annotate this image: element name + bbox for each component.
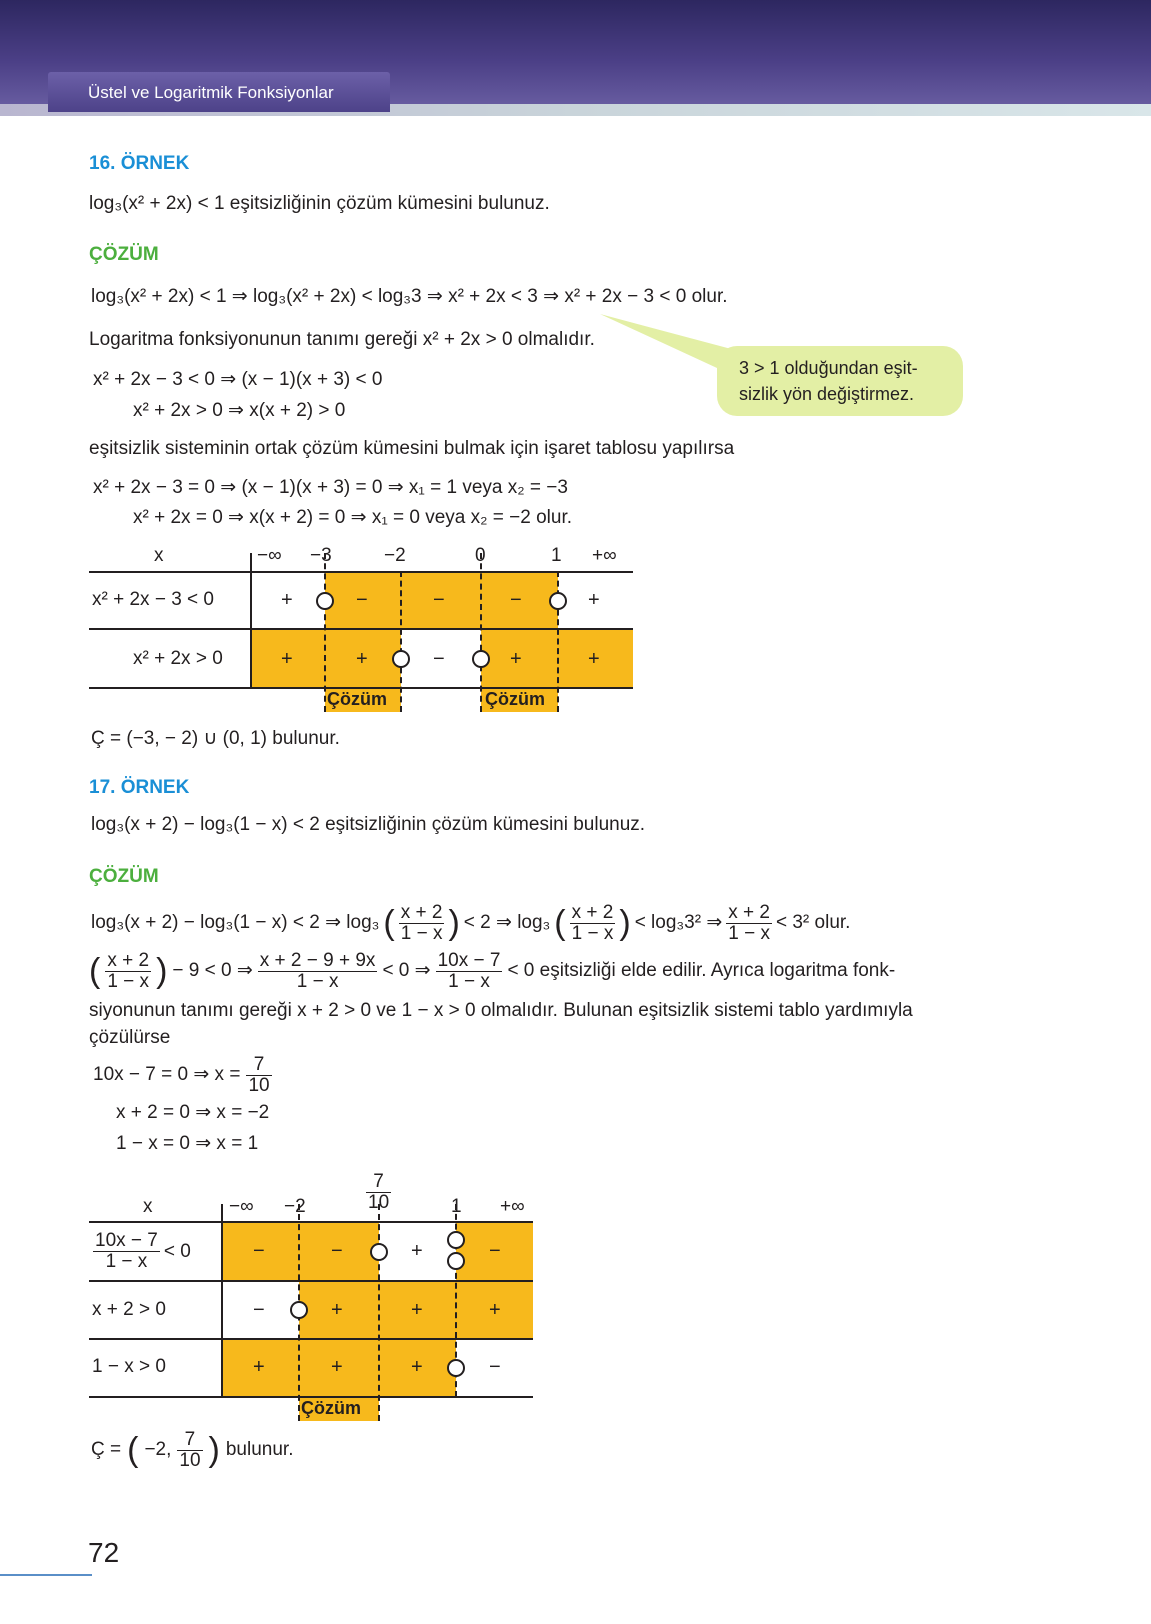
- ex17-eq-2: x + 2 = 0 ⇒ x = −2: [116, 1102, 270, 1123]
- example-17-question: log₃(x + 2) − log₃(1 − x) < 2 eşitsizliğinin çözüm kümesini bulunuz.: [91, 814, 646, 835]
- paren-close: ): [156, 952, 168, 990]
- side-note-line-2: sizlik yön değiştirmez.: [739, 384, 915, 404]
- section-title: Üstel ve Logaritmik Fonksiyonlar: [88, 83, 334, 102]
- point-label: −2: [284, 1196, 306, 1217]
- denominator: 1 − x: [728, 922, 770, 944]
- sign: +: [510, 648, 522, 670]
- ex17-l1c: < log₃3² ⇒: [634, 912, 723, 933]
- sign: −: [489, 1356, 501, 1378]
- example-16-title: 16. ÖRNEK: [89, 153, 190, 174]
- row-label-tail: < 0: [163, 1240, 191, 1262]
- page-number: 72: [88, 1537, 120, 1568]
- dashed-guide: [378, 1204, 380, 1421]
- point-label: +∞: [592, 545, 617, 566]
- sign: +: [588, 589, 600, 611]
- paren-close: ): [208, 1431, 220, 1469]
- open-circle: [447, 1359, 465, 1377]
- side-note-line-1: 3 > 1 olduğundan eşit-: [739, 358, 918, 378]
- ex17-line-4: çözülürse: [89, 1027, 171, 1048]
- sign: −: [253, 1299, 265, 1321]
- sign: +: [356, 648, 368, 670]
- sign: +: [331, 1299, 343, 1321]
- point-label: 0: [475, 545, 486, 566]
- sign: +: [253, 1356, 265, 1378]
- denominator: 1 − x: [107, 970, 150, 992]
- x-label: x: [154, 545, 164, 566]
- numerator: 7: [246, 1055, 271, 1076]
- ex16-line-1: log₃(x² + 2x) < 1 ⇒ log₃(x² + 2x) < log₃3 ⇒ x² + 2x < 3 ⇒ x² + 2x − 3 < 0 olur.: [91, 286, 728, 307]
- sign: +: [281, 589, 293, 611]
- denominator: 1 − x: [448, 970, 490, 992]
- row-label: 1 − x > 0: [92, 1356, 166, 1377]
- point-label: −3: [310, 545, 332, 566]
- point-label: 1: [451, 1196, 462, 1217]
- open-circle: [290, 1301, 308, 1319]
- table-divider: [221, 1204, 223, 1397]
- sign: −: [489, 1240, 501, 1262]
- point-label: +∞: [500, 1196, 525, 1217]
- ex16-line-6: x² + 2x − 3 = 0 ⇒ (x − 1)(x + 3) = 0 ⇒ x₁ = 1 veya x₂ = −3: [93, 477, 568, 498]
- numerator: 10x − 7: [95, 1230, 158, 1251]
- example-16-solution-title: ÇÖZÜM: [89, 244, 159, 265]
- solution-label: Çözüm: [327, 689, 387, 709]
- sign: −: [433, 648, 445, 670]
- table-rule: [89, 1280, 533, 1282]
- point-label: −∞: [229, 1196, 254, 1217]
- paren-close: ): [448, 904, 460, 942]
- point-label: −∞: [257, 545, 282, 566]
- sign: +: [331, 1356, 343, 1378]
- fraction: [366, 1172, 391, 1213]
- ex17-line-3: siyonunun tanımı gereği x + 2 > 0 ve 1 − x > 0 olmalıdır. Bulunan eşitsizlik sistemi tablo yardımıyla: [89, 1000, 913, 1021]
- sign: +: [411, 1299, 423, 1321]
- page-number-rule: [0, 1574, 92, 1576]
- sign: +: [588, 648, 600, 670]
- numerator: 7: [177, 1430, 202, 1451]
- open-circle: [370, 1243, 388, 1261]
- ex17-l1d: < 3² olur.: [775, 912, 851, 933]
- solution-label: Çözüm: [485, 689, 545, 709]
- ex16-line-5: eşitsizlik sisteminin ortak çözüm kümesini bulmak için işaret tablosu yapılırsa: [89, 438, 735, 459]
- ex17-l2a: − 9 < 0 ⇒: [172, 960, 253, 981]
- result-value: −2,: [144, 1439, 172, 1460]
- table-rule: [89, 1221, 533, 1223]
- row-label: x + 2 > 0: [92, 1299, 166, 1320]
- ex17-l1b: < 2 ⇒ log₃: [463, 912, 551, 933]
- ex17-l1a: log₃(x + 2) − log₃(1 − x) < 2 ⇒ log₃: [91, 912, 380, 933]
- sign: −: [433, 589, 445, 611]
- ex16-line-7: x² + 2x = 0 ⇒ x(x + 2) = 0 ⇒ x₁ = 0 veya x₂ = −2 olur.: [133, 507, 573, 528]
- row-label: x² + 2x > 0: [133, 648, 223, 669]
- denominator: 10: [179, 1449, 201, 1471]
- paren-open: (: [554, 904, 566, 942]
- ex17-l2c: < 0 eşitsizliği elde edilir. Ayrıca logaritma fonk-: [507, 960, 896, 981]
- x-label: x: [143, 1196, 153, 1217]
- point-label: −2: [384, 545, 406, 566]
- ex16-result: Ç = (−3, − 2) ∪ (0, 1) bulunur.: [91, 728, 340, 749]
- paren-open: (: [383, 904, 395, 942]
- numerator: x + 2: [728, 901, 770, 923]
- paren-close: ): [619, 904, 631, 942]
- numerator: 10x − 7: [437, 949, 501, 971]
- denominator: 1 − x: [571, 922, 614, 944]
- eq1-text: 10x − 7 = 0 ⇒ x =: [93, 1064, 241, 1085]
- sign: +: [281, 648, 293, 670]
- example-16-question: log₃(x² + 2x) < 1 eşitsizliğinin çözüm kümesini bulunuz.: [89, 193, 550, 214]
- denominator: 1 − x: [400, 922, 443, 944]
- ex16-line-2: Logaritma fonksiyonunun tanımı gereği x² + 2x > 0 olmalıdır.: [89, 329, 595, 350]
- numerator: 7: [366, 1172, 391, 1193]
- row-label: x² + 2x − 3 < 0: [92, 589, 214, 610]
- fraction: [93, 1231, 160, 1272]
- row-label: [93, 1231, 191, 1272]
- open-circle: [447, 1231, 465, 1249]
- fraction: [177, 1430, 202, 1471]
- numerator: x + 2: [571, 901, 614, 923]
- ex17-l2b: < 0 ⇒: [382, 960, 431, 981]
- sign: −: [253, 1240, 265, 1262]
- result-suffix: bulunur.: [225, 1439, 294, 1460]
- sign: −: [356, 589, 368, 611]
- ex16-line-4: x² + 2x > 0 ⇒ x(x + 2) > 0: [133, 400, 346, 421]
- example-17-title: 17. ÖRNEK: [89, 777, 190, 798]
- sign: −: [331, 1240, 343, 1262]
- table-rule: [89, 1338, 533, 1340]
- solution-label: Çözüm: [301, 1398, 361, 1418]
- ex17-eq-3: 1 − x = 0 ⇒ x = 1: [116, 1133, 259, 1154]
- numerator: x + 2: [400, 901, 443, 923]
- numerator: x + 2: [107, 949, 150, 971]
- result-prefix: Ç =: [91, 1439, 122, 1460]
- paren-open: (: [127, 1431, 139, 1469]
- paren-open: (: [89, 952, 101, 990]
- sign: +: [489, 1299, 501, 1321]
- ex16-line-3: x² + 2x − 3 < 0 ⇒ (x − 1)(x + 3) < 0: [93, 369, 383, 390]
- open-circle: [447, 1252, 465, 1270]
- point-label-fraction: [366, 1172, 391, 1213]
- denominator: 10: [368, 1192, 390, 1213]
- table-rule: [89, 1396, 533, 1398]
- denominator: 10: [248, 1074, 270, 1096]
- ex17-result: [91, 1427, 293, 1473]
- sign: +: [411, 1240, 423, 1262]
- sign: −: [510, 589, 522, 611]
- denominator: 1 − x: [296, 970, 339, 992]
- numerator: x + 2 − 9 + 9x: [259, 949, 376, 971]
- example-17-solution-title: ÇÖZÜM: [89, 866, 159, 887]
- point-label: 1: [551, 545, 562, 566]
- denominator: 1 − x: [105, 1251, 148, 1272]
- sign: +: [411, 1356, 423, 1378]
